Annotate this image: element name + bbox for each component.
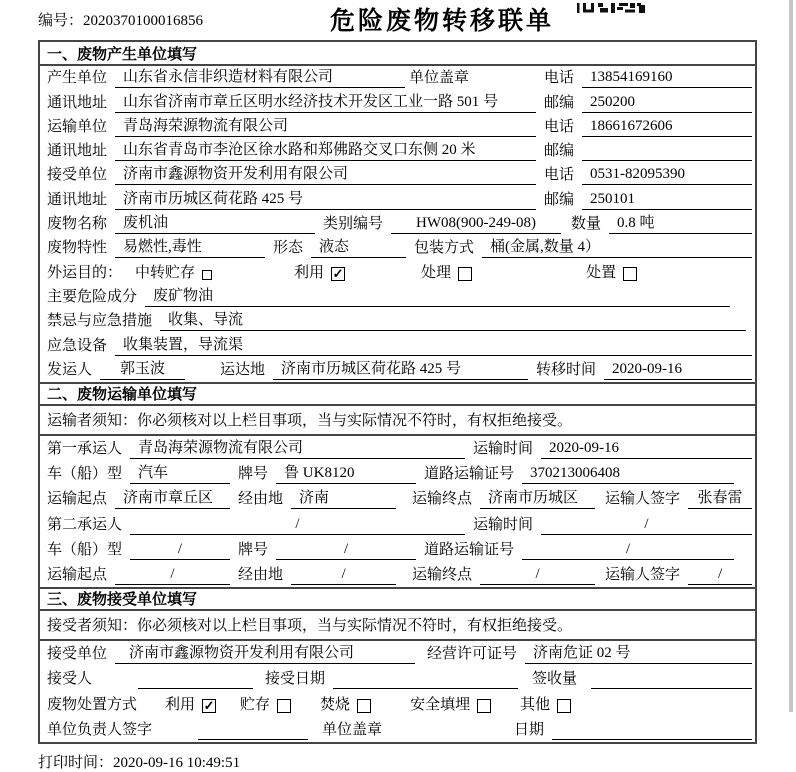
hazard-value: 废矿物油 [145,287,730,307]
row-disposal-method [40,691,755,716]
end-label: 运输终点 [412,566,473,583]
row-waste-name [40,212,755,236]
row-receiver-address [40,187,755,211]
transfer-manifest-form [38,40,757,744]
carrier1-end-value: 济南市历城区 [480,489,595,509]
carrier2-sign-value: / [688,565,752,585]
row-transporter [40,115,755,139]
receiver-phone-value: 0531-82095390 [582,165,752,185]
section3-header: 三、废物接受单位填写 [40,587,755,611]
row-consignor [40,358,755,382]
disposal-label: 废物处置方式 [47,696,138,713]
equipment-label: 应急设备 [47,337,108,354]
row-recipient [40,666,755,691]
row-carrier1 [40,436,755,461]
phone-label: 电话 [543,118,574,135]
origin-label: 运输起点 [47,491,108,508]
disposal-option-utilize [165,696,216,715]
receiver-address-value: 济南市历城区荷花路 425 号 [115,190,536,210]
checkbox-unchecked-icon [357,699,371,713]
zip-label: 邮编 [543,143,574,160]
row-hazard-component [40,285,755,309]
carrier1-time-value: 2020-09-16 [541,439,752,459]
carrier2-plate-value: / [276,540,416,560]
receiver-label: 接受单位 [47,167,108,184]
recipient-value [138,669,253,689]
carrier2-end-value: / [480,565,595,585]
carrier2-time-value: / [541,515,752,535]
row-carrier2 [40,511,755,536]
checkbox-checked-icon: ✓ [332,265,344,281]
amount-value [591,669,752,689]
disposal-option-other [520,696,571,715]
row-accepting-unit [40,641,755,666]
manager-sign-value [198,720,308,740]
carrier2-vehicle-value: / [130,540,230,560]
carrier1-via-value: 济南 [291,489,396,509]
disposal-option-incinerate [320,696,371,715]
address-label: 通讯地址 [47,191,108,208]
permit-value: 济南危证 02 号 [525,644,752,664]
manager-sign-label: 单位负责人签字 [47,721,153,738]
option-label: 焚烧 [320,696,351,713]
print-time-label: 打印时间： [38,755,114,771]
section3-notice: 接受者须知：你必须核对以上栏目事项，当与实际情况不符时，有权拒绝接受。 [40,611,755,641]
purpose-option-treat [421,264,472,283]
qty-value: 0.8 吨 [609,214,752,234]
producer-address-value: 山东省济南市章丘区明水经济技术开发区工业一路 501 号 [115,93,536,113]
zip-label: 邮编 [543,94,574,111]
option-label: 贮存 [240,696,271,713]
section2-notice: 运输者须知：你必须核对以上栏目事项，当与实际情况不符时，有权拒绝接受。 [40,406,755,436]
vehicle-label: 车（船）型 [47,466,123,483]
character-value: 易燃性,毒性 [115,238,265,258]
purpose-option-transfer-storage [135,264,212,283]
disposal-option-landfill [410,696,491,715]
license-label: 道路运输证号 [424,541,515,558]
sign-label: 运输人签字 [605,566,681,583]
vehicle-label: 车（船）型 [47,541,123,558]
checkbox-unchecked-icon [277,699,291,713]
row-carrier2-vehicle [40,537,755,562]
date-value [552,720,752,740]
row-carrier1-vehicle [40,461,755,486]
row-producer-address [40,90,755,114]
row-taboo-measures [40,309,755,333]
checkbox-unchecked-icon [202,270,212,280]
section2-header: 二、废物运输单位填写 [40,382,755,406]
carrier2-license-value: / [522,540,734,560]
row-carrier1-route [40,486,755,511]
seal-label: 单位盖章 [409,70,470,87]
origin-label: 运输起点 [47,566,108,583]
transfer-time-label: 转移时间 [536,361,597,378]
print-time [38,751,240,772]
producer-zip-value: 250200 [582,93,752,113]
transport-time-label: 运输时间 [473,516,534,533]
checkbox-checked-icon: ✓ [203,697,215,713]
carrier1-license-value: 370213006408 [522,464,734,484]
print-time-value: 2020-09-16 10:49:51 [113,755,241,771]
carrier1-plate-value: 鲁 UK8120 [276,464,416,484]
hazard-label: 主要危险成分 [47,288,138,305]
qty-label: 数量 [571,216,602,233]
row-emergency-equipment [40,333,755,357]
option-label: 处理 [421,264,452,281]
doc-number-value: 2020370100016856 [83,13,204,29]
purpose-option-utilize [294,264,345,283]
doc-number-label: 编号： [38,13,84,29]
consignor-value: 郭玉波 [100,360,185,380]
accept-date-label: 接受日期 [265,671,326,688]
waste-name-value: 废机油 [115,214,315,234]
carrier2-via-value: / [291,565,396,585]
plate-label: 牌号 [238,466,269,483]
transfer-time-value: 2020-09-16 [604,360,752,380]
zip-label: 邮编 [543,191,574,208]
end-label: 运输终点 [412,491,473,508]
row-producer [40,66,755,90]
license-label: 道路运输证号 [424,466,515,483]
option-label: 其他 [520,696,551,713]
via-label: 经由地 [238,566,284,583]
carrier2-origin-value: / [115,565,230,585]
option-label: 安全填埋 [410,696,471,713]
packing-label: 包装方式 [414,240,475,257]
category-value: HW08(900-249-08) [391,214,561,234]
checkbox-unchecked-icon [458,267,472,281]
row-manager-signature [40,717,755,742]
receiver-zip-value: 250101 [582,190,752,210]
page-title: 危险废物转移联单 [330,8,555,35]
option-label: 处置 [586,264,617,281]
page-edge-divider [789,0,793,712]
category-label: 类别编号 [323,216,384,233]
purpose-label: 外运目的： [47,264,123,281]
amount-label: 签收量 [532,671,578,688]
section1-header: 一、废物产生单位填写 [40,42,755,66]
transporter-label: 运输单位 [47,118,108,135]
row-carrier2-route [40,562,755,587]
dest-value: 济南市历城区荷花路 425 号 [273,360,528,380]
transport-time-label: 运输时间 [473,441,534,458]
phone-label: 电话 [543,167,574,184]
consignor-label: 发运人 [47,361,93,378]
row-purpose [40,260,755,284]
accepting-unit-value: 济南市鑫源物资开发利用有限公司 [115,644,415,664]
carrier1-sign-value: 张春雷 [688,489,752,509]
carrier2-label: 第二承运人 [47,516,123,533]
row-receiver [40,163,755,187]
taboo-label: 禁忌与应急措施 [47,313,153,330]
row-waste-character [40,236,755,260]
transporter-address-value: 山东省青岛市李沧区徐水路和郑佛路交叉口东侧 20 米 [115,141,536,161]
carrier1-name-value: 青岛海荣源物流有限公司 [130,439,465,459]
receiver-value: 济南市鑫源物资开发利用有限公司 [115,165,536,185]
option-label: 中转贮存 [135,264,196,281]
accepting-unit-label: 接受单位 [47,646,108,663]
form-label: 形态 [273,240,304,257]
address-label: 通讯地址 [47,94,108,111]
form-value: 液态 [311,238,406,258]
taboo-value: 收集、导流 [160,311,746,331]
accept-date-value [333,669,518,689]
carrier1-label: 第一承运人 [47,441,123,458]
character-label: 废物特性 [47,240,108,257]
address-label: 通讯地址 [47,143,108,160]
producer-value: 山东省永信非织造材料有限公司 [115,68,405,88]
permit-label: 经营许可证号 [427,646,518,663]
equipment-value: 收集装置，导流渠 [115,336,752,356]
qr-code-partial-icon [577,0,649,18]
packing-value: 桶(金属,数量 4） [482,238,752,258]
producer-phone-value: 13854169160 [582,68,752,88]
transporter-value: 青岛海荣源物流有限公司 [115,117,536,137]
checkbox-unchecked-icon [557,699,571,713]
plate-label: 牌号 [238,541,269,558]
carrier1-origin-value: 济南市章丘区 [115,489,230,509]
phone-label: 电话 [543,70,574,87]
checkbox-unchecked-icon [477,699,491,713]
sign-label: 运输人签字 [605,491,681,508]
seal-label: 单位盖章 [322,721,383,738]
date-label: 日期 [513,721,544,738]
doc-number [38,9,203,30]
recipient-label: 接受人 [47,671,93,688]
transporter-zip-value [582,141,752,161]
waste-name-label: 废物名称 [47,216,108,233]
purpose-option-dispose [586,264,637,283]
transporter-phone-value: 18661672606 [582,117,752,137]
carrier2-name-value: / [130,515,465,535]
disposal-option-storage [240,696,291,715]
dest-label: 运达地 [220,361,266,378]
option-label: 利用 [165,696,196,713]
option-label: 利用 [294,264,325,281]
producer-label: 产生单位 [47,70,108,87]
carrier1-vehicle-value: 汽车 [130,464,230,484]
checkbox-unchecked-icon [623,267,637,281]
via-label: 经由地 [238,491,284,508]
row-transporter-address [40,139,755,163]
